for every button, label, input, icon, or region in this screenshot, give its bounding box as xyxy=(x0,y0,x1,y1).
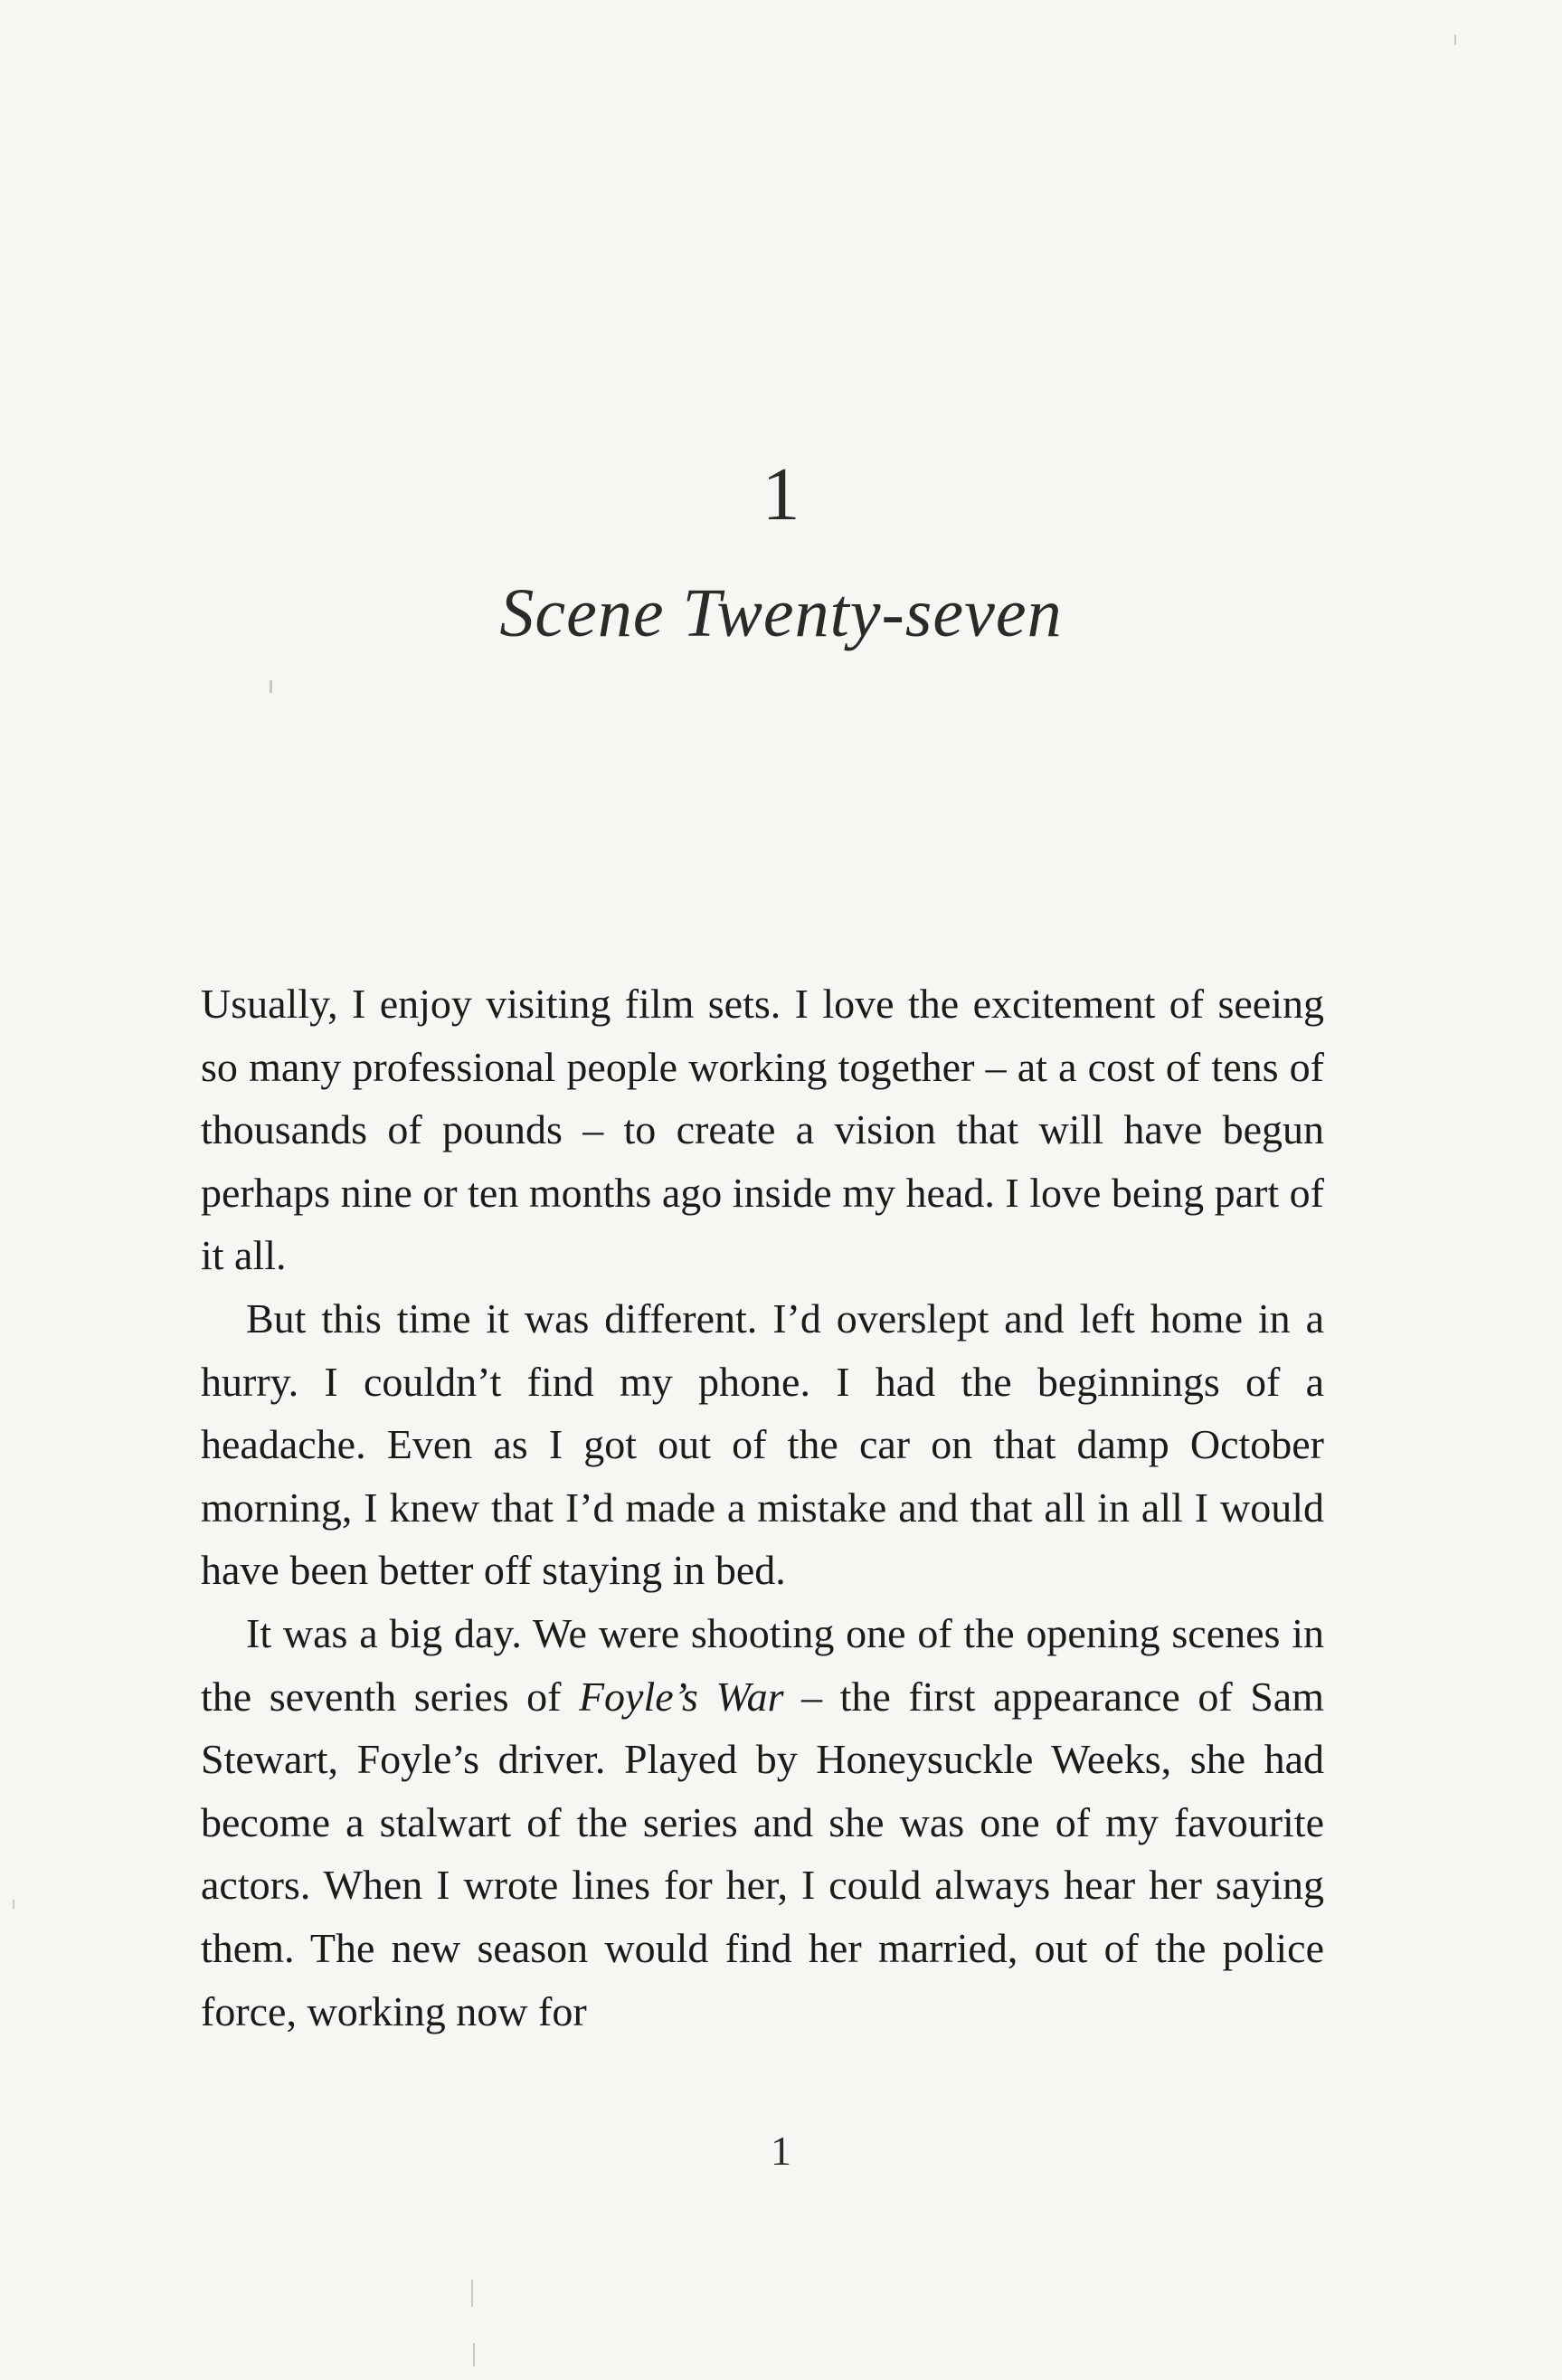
paragraph-3-after: – the first appearance of Sam Stewart, Foyle’s driver. Played by Honeysuckle Weeks, she had become a stalwart of the series and she was one of my favourite actors. When I wrote lines for her, I could always hear her saying them. The new season would find her married, out of the police force, working now for xyxy=(201,1673,1324,2034)
paragraph-1: Usually, I enjoy visiting film sets. I love the excitement of seeing so many professional people working together – at a cost of tens of thousands of pounds – to create a vision that will have begun perhaps nine or ten months ago inside my head. I love being part of it all. xyxy=(201,981,1324,1279)
scan-speck xyxy=(473,2343,475,2366)
scan-speck xyxy=(270,680,272,693)
scan-speck xyxy=(13,1900,14,1909)
scan-speck xyxy=(471,2280,473,2307)
paragraph-2: But this time it was different. I’d overslept and left home in a hurry. I couldn’t find my phone. I had the beginnings of a headache. Even as I got out of the car on that damp October morning, I knew that I’d made a mistake and that all in all I would have been better off staying in bed. xyxy=(201,1294,1324,1594)
page-number: 1 xyxy=(771,2128,791,2174)
chapter-title: Scene Twenty-seven xyxy=(499,575,1063,651)
paragraph-3-before: It was a big day. We were shooting one of the opening scenes in the seventh series of xyxy=(201,1609,1324,1720)
chapter-body xyxy=(201,972,1324,2043)
paragraph-3 xyxy=(201,1602,1324,2043)
series-title: Foyle’s War xyxy=(578,1673,784,1720)
scan-speck xyxy=(1454,34,1456,45)
chapter-number: 1 xyxy=(762,452,800,536)
